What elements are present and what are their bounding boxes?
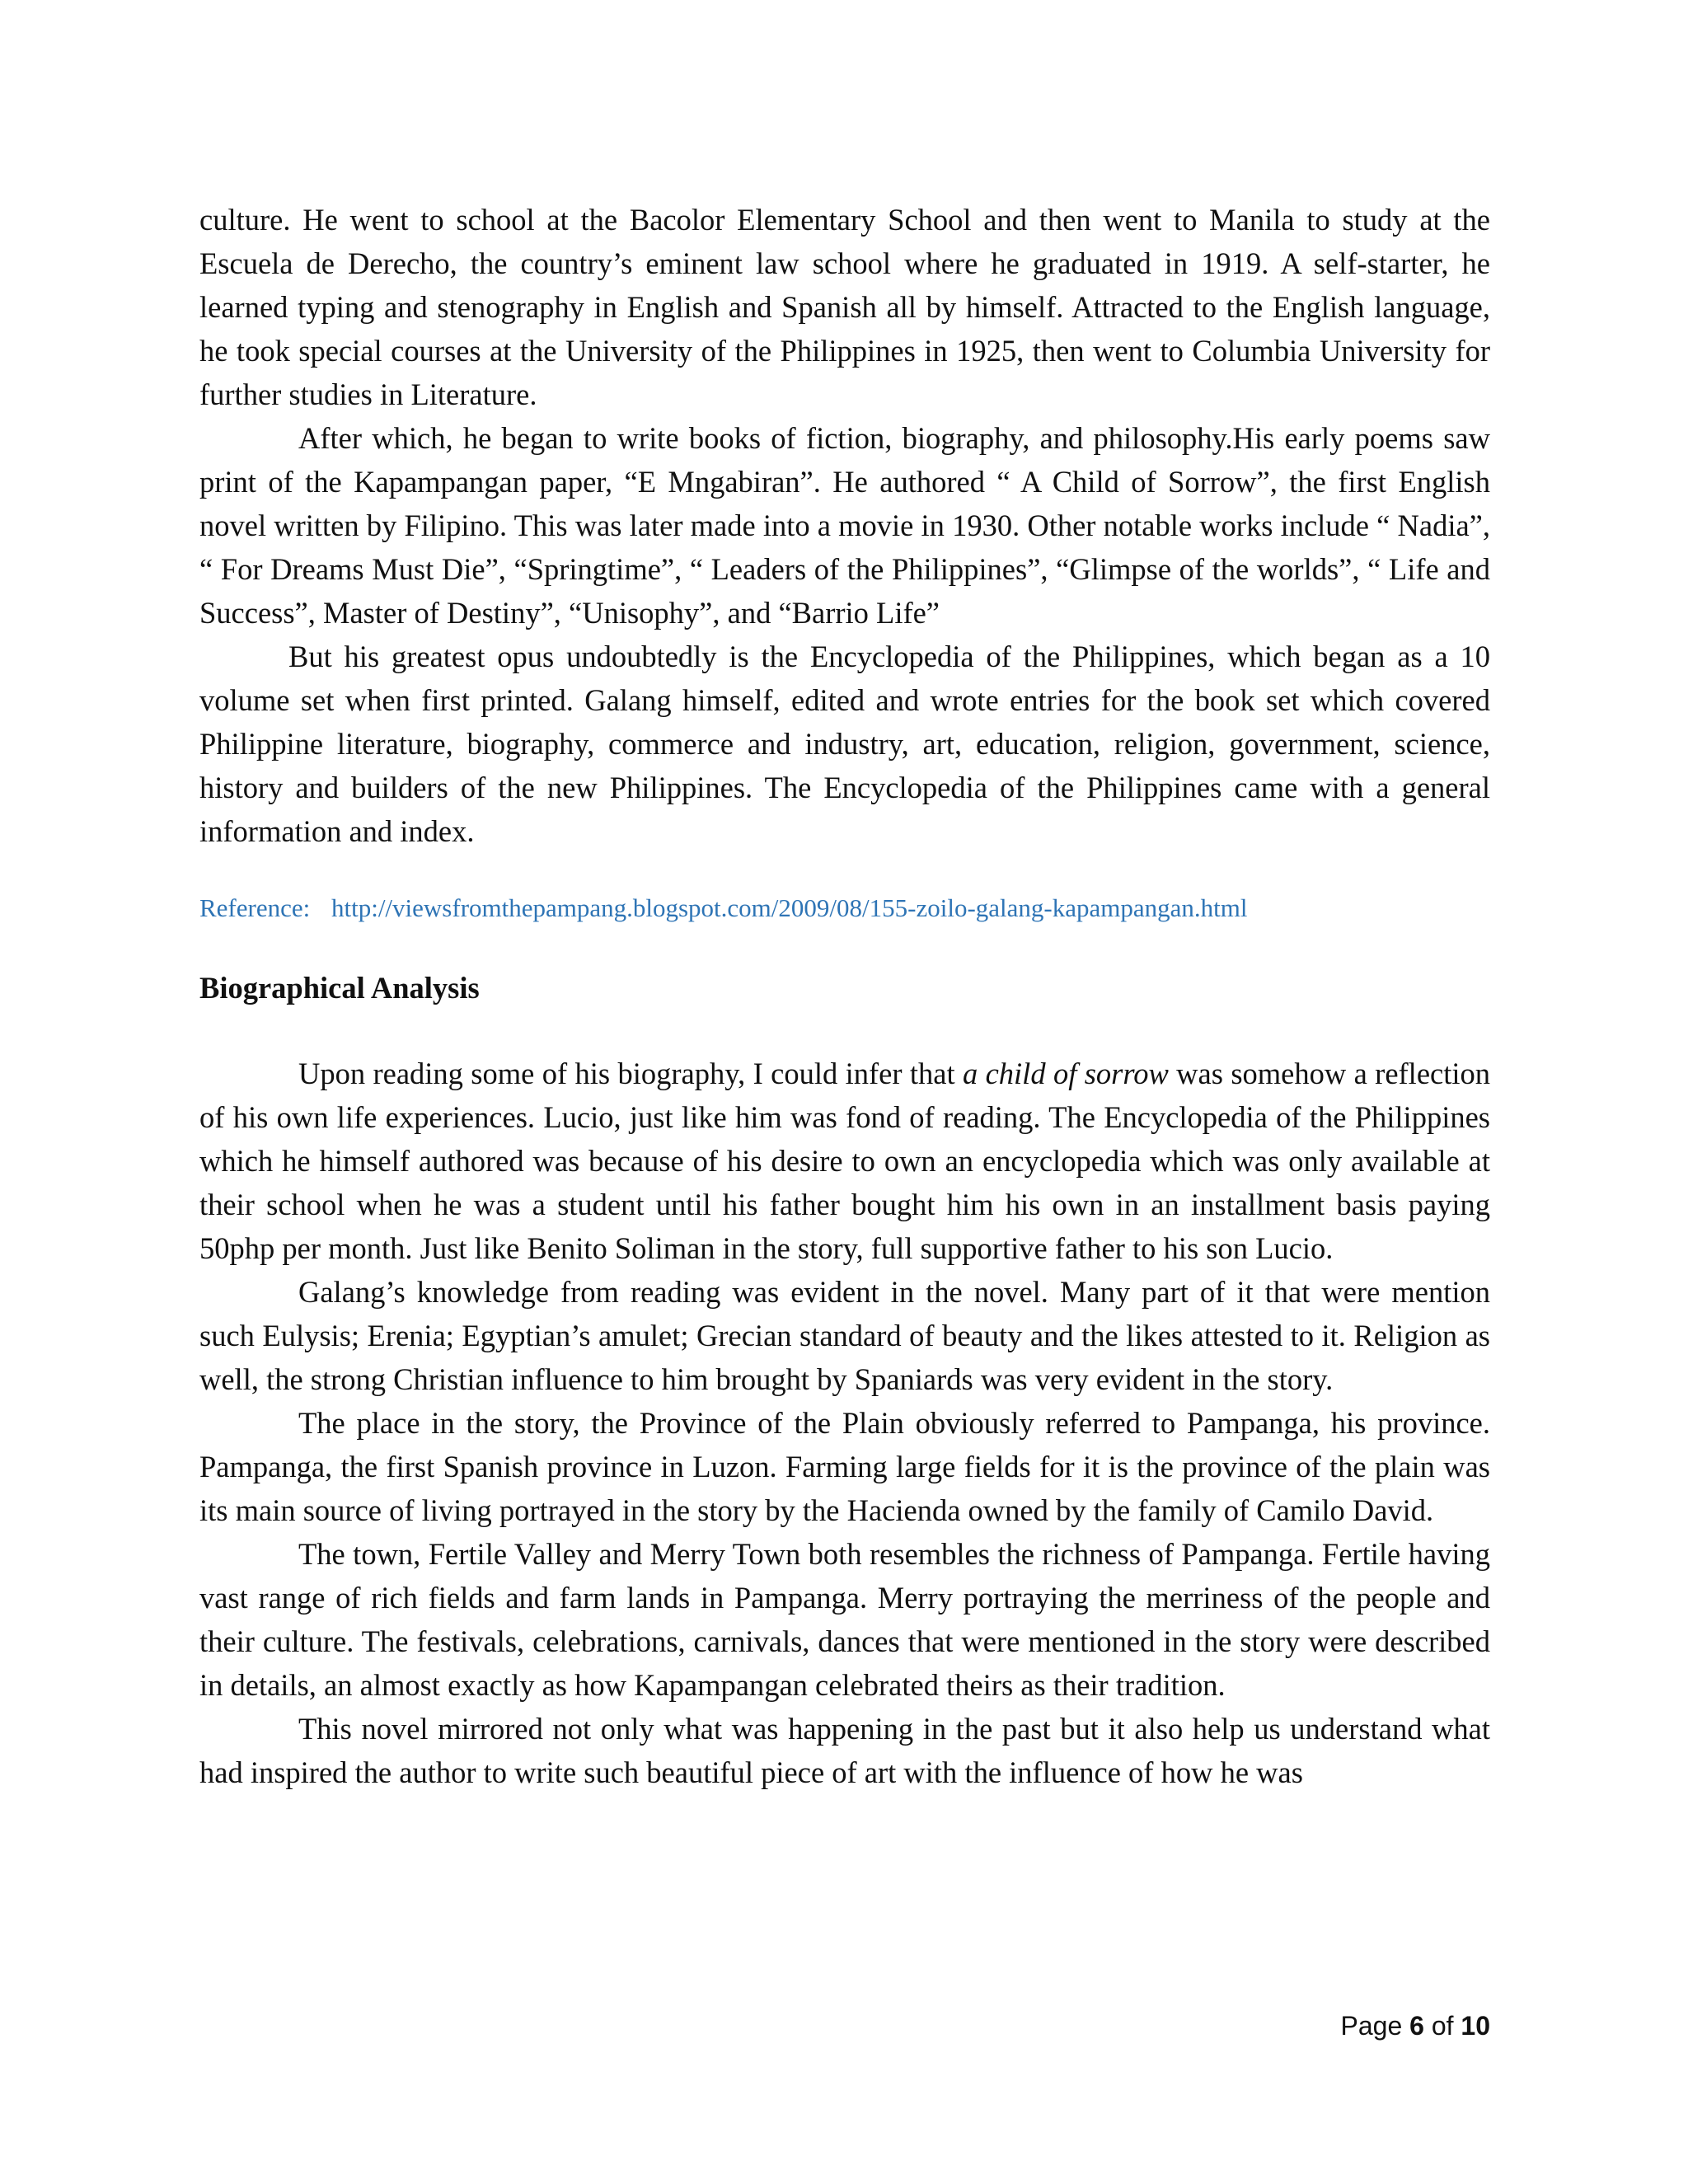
analysis-paragraph-2: Galang’s knowledge from reading was evident in the novel. Many part of it that were mention such Eulysis; Erenia; Egyptian’s amulet; Grecian standard of beauty and the likes attested to it. Religion as well, the strong Christian influence to him brought by Spaniards was very evident in the story. <box>199 1275 1490 1396</box>
reference-line <box>199 891 1490 926</box>
total-page-count: 10 <box>1461 2011 1490 2041</box>
analysis-p1-text-after: was somehow a reflection of his own life experiences. Lucio, just like him was fond of reading. The Encyclopedia of the Philippines which he himself authored was because of his desire to own an encyclopedia which was only available at their school when he was a student until his father bought him his own in an installment basis paying 50php per month. Just like Benito Soliman in the story, full supportive father to his son Lucio. <box>199 1057 1491 1265</box>
page-word: Page <box>1340 2011 1410 2041</box>
current-page-number: 6 <box>1409 2011 1424 2041</box>
page-number-footer <box>1341 2011 1490 2041</box>
of-word: of <box>1423 2011 1461 2041</box>
reference-link[interactable]: http://viewsfromthepampang.blogspot.com/2009/08/155-zoilo-galang-kapampangan.html <box>331 893 1248 922</box>
section-heading: Biographical Analysis <box>199 971 480 1005</box>
novel-title-italic: a child of sorrow <box>962 1057 1169 1090</box>
body-paragraph-2: After which, he began to write books of fiction, biography, and philosophy.His early poems saw print of the Kapampangan paper, “E Mngabiran”. He authored “ A Child of Sorrow”, the first English novel written by Filipino. This was later made into a movie in 1930. Other notable works include “ Nadia”, “ For Dreams Must Die”, “Springtime”, “ Leaders of the Philippines”, “Glimpse of the worlds”, “ Life and Success”, Master of Destiny”, “Unisophy”, and “Barrio Life” <box>199 421 1490 630</box>
analysis-paragraph-4: The town, Fertile Valley and Merry Town both resembles the richness of Pampanga. Fertile having vast range of rich fields and farm lands in Pampanga. Merry portraying the merriness of the people and their culture. The festivals, celebrations, carnivals, dances that were mentioned in the story were described in details, an almost exactly as how Kapampangan celebrated theirs as their tradition. <box>199 1537 1490 1702</box>
document-page <box>199 198 1490 1794</box>
analysis-p1-text-before: Upon reading some of his biography, I could infer that <box>298 1057 963 1090</box>
analysis-paragraph-1 <box>199 1052 1490 1270</box>
analysis-paragraph-5: This novel mirrored not only what was happening in the past but it also help us understand what had inspired the author to write such beautiful piece of art with the influence of how he was <box>199 1712 1490 1789</box>
reference-label: Reference: <box>199 893 311 922</box>
body-paragraph-1: culture. He went to school at the Bacolor Elementary School and then went to Manila to study at the Escuela de Derecho, the country’s eminent law school where he graduated in 1919. A self-starter, he learned typing and stenography in English and Spanish all by himself. Attracted to the English language, he took special courses at the University of the Philippines in 1925, then went to Columbia University for further studies in Literature. <box>199 203 1490 411</box>
body-paragraph-3: But his greatest opus undoubtedly is the Encyclopedia of the Philippines, which began as a 10 volume set when first printed. Galang himself, edited and wrote entries for the book set which covered Philippine literature, biography, commerce and industry, art, education, religion, government, science, history and builders of the new Philippines. The Encyclopedia of the Philippines came with a general information and index. <box>199 640 1490 848</box>
analysis-paragraph-3: The place in the story, the Province of the Plain obviously referred to Pampanga, his province. Pampanga, the first Spanish province in Luzon. Farming large fields for it is the province of the plain was its main source of living portrayed in the story by the Hacienda owned by the family of Camilo David. <box>199 1406 1490 1527</box>
